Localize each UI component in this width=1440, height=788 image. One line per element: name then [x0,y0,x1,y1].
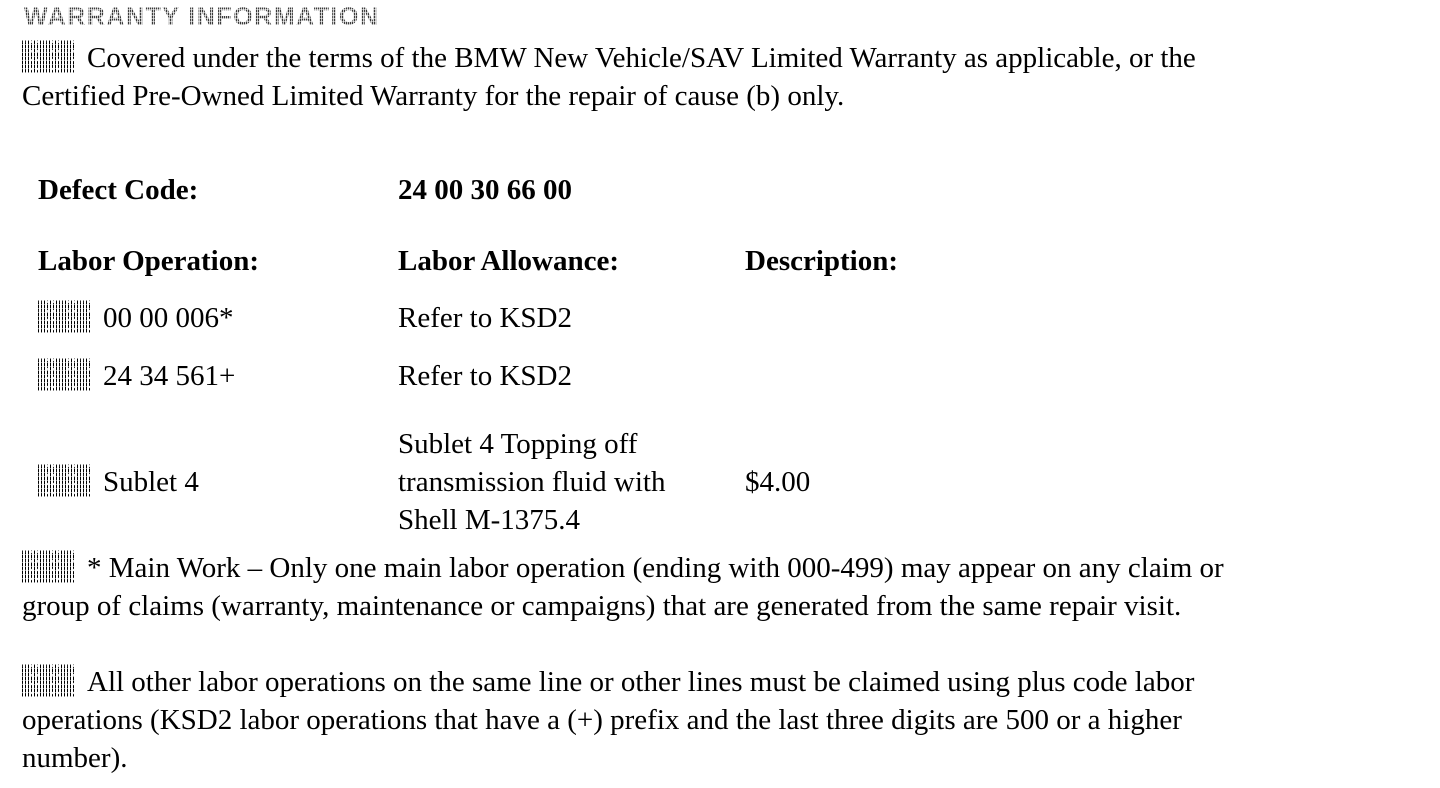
dithered-marker-icon [38,300,91,333]
note-line [22,549,1400,587]
intro-line: Certified Pre-Owned Limited Warranty for the repair of cause (b) only. [22,80,845,112]
defect-code-value: 24 00 30 66 00 [398,174,572,206]
column-header-operation: Labor Operation: [38,245,259,277]
defect-code-label: Defect Code: [38,174,199,206]
dithered-marker-icon [22,40,75,73]
operation-code: 00 00 006* [103,302,234,334]
allowance-line: transmission fluid with [398,466,666,498]
intro-line [22,39,1400,77]
intro-paragraph [22,39,1400,115]
note-paragraph [22,549,1400,625]
allowance-cell: Refer to KSD2 [398,302,572,334]
column-header-description: Description: [745,245,899,277]
intro-line-text: Covered under the terms of the BMW New Vehicle/SAV Limited Warranty as applicable, or the [87,42,1196,74]
note-paragraph [22,663,1400,777]
operation-cell [38,463,398,501]
defect-code-row [22,171,1400,209]
dithered-marker-icon [22,550,75,583]
note-line-text: * Main Work – Only one main labor operation (ending with 000-499) may appear on any claim or [87,552,1224,584]
allowance-cell [398,425,745,539]
page-title: WARRANTY INFORMATION [24,4,1400,31]
dithered-marker-icon [22,664,75,697]
allowance-line: Sublet 4 Topping off [398,428,638,460]
table-row [22,357,1400,395]
operation-cell [38,299,398,337]
operation-code: Sublet 4 [103,466,199,498]
description-cell: $4.00 [745,466,811,498]
dithered-marker-icon [38,464,91,497]
table-row [22,299,1400,337]
table-row [22,425,1400,539]
note-line: group of claims (warranty, maintenance or campaigns) that are generated from the same repair visit. [22,590,1182,622]
note-line: number). [22,742,128,774]
column-header-allowance: Labor Allowance: [398,245,619,277]
allowance-cell: Refer to KSD2 [398,360,572,392]
note-line [22,663,1400,701]
dithered-marker-icon [38,358,91,391]
note-line: operations (KSD2 labor operations that have a (+) prefix and the last three digits are 500 or a higher [22,704,1182,736]
labor-table-header [22,242,1400,280]
operation-code: 24 34 561+ [103,360,236,392]
note-line-text: All other labor operations on the same line or other lines must be claimed using plus code labor [87,666,1195,698]
allowance-line: Shell M-1375.4 [398,504,581,536]
operation-cell [38,357,398,395]
